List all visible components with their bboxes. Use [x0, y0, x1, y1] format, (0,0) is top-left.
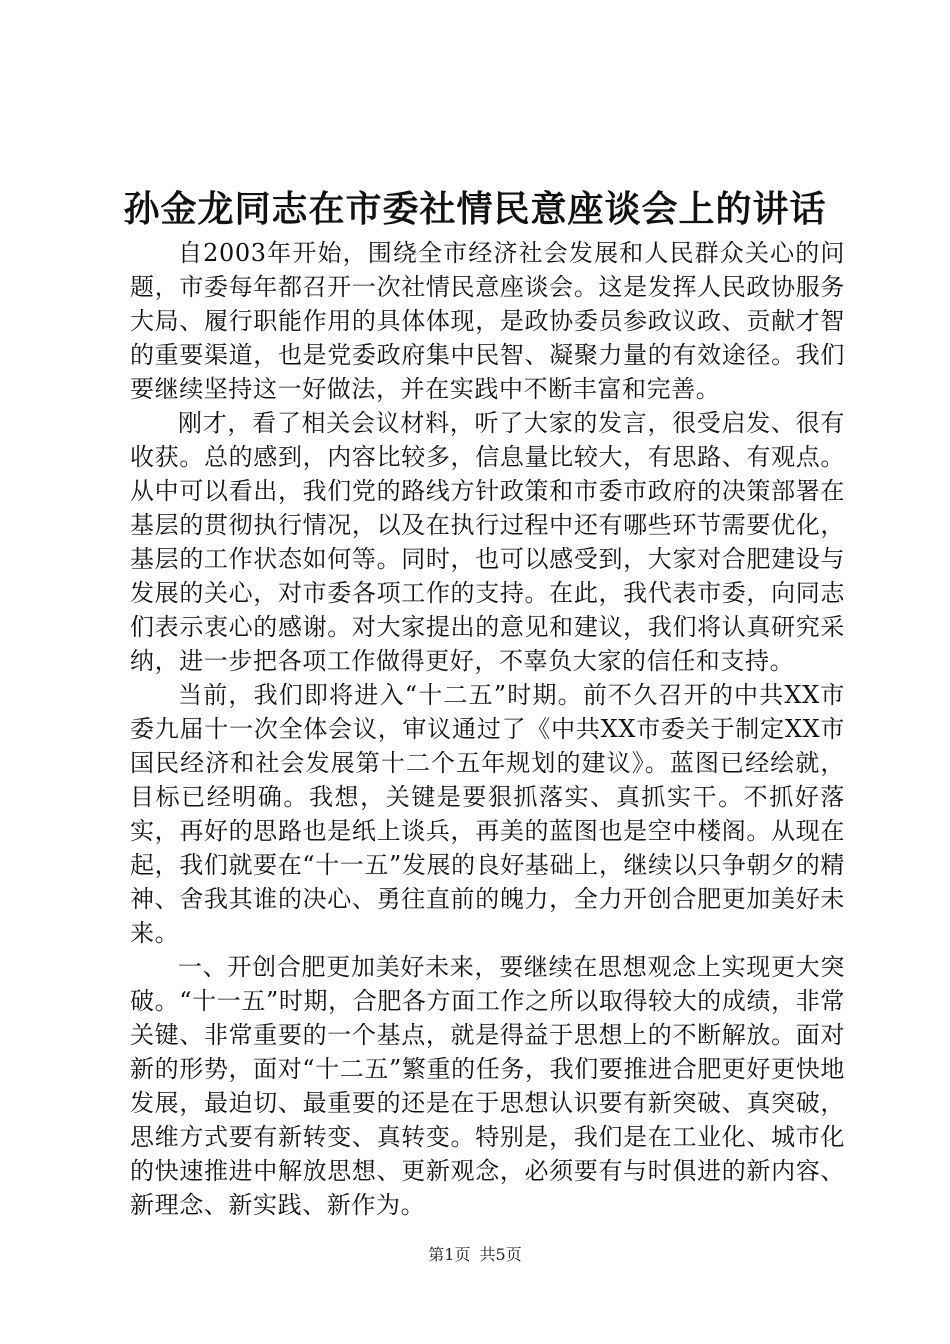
paragraph-4: 一、开创合肥更加美好未来，要继续在思想观念上实现更大突破。“十一五”时期，合肥各方面工作之所以取得较大的成绩，非常关键、非常重要的一个基点，就是得益于思想上的不断解放。面对新的形势，面对“十二五”繁重的任务，我们要推进合肥更好更快地发展，最迫切、最重要的还是在于思想认识要有新突破、真突破，思维方式要有新转变、真转变。特别是，我们是在工业化、城市化的快速推进中解放思想、更新观念，必须要有与时俱进的新内容、新理念、新实践、新作为。 — [130, 953, 845, 1219]
page-total: 共5页 — [479, 1245, 522, 1264]
paragraph-2: 刚才，看了相关会议材料，听了大家的发言，很受启发、很有收获。总的感到，内容比较多，信息量比较大，有思路、有观点。从中可以看出，我们党的路线方针政策和市委市政府的决策部署在基层的贯彻执行情况，以及在执行过程中还有哪些环节需要优化，基层的工作状态如何等。同时，也可以感受到，大家对合肥建设与发展的关心，对市委各项工作的支持。在此，我代表市委，向同志们表示衷心的感谢。对大家提出的意见和建议，我们将认真研究采纳，进一步把各项工作做得更好，不辜负大家的信任和支持。 — [130, 409, 845, 675]
document-title: 孙金龙同志在市委社情民意座谈会上的讲话 — [123, 188, 827, 230]
page-footer — [0, 1244, 950, 1266]
paragraph-1: 自2003年开始，围绕全市经济社会发展和人民群众关心的问题，市委每年都召开一次社情民意座谈会。这是发挥人民政协服务大局、履行职能作用的具体体现，是政协委员参政议政、贡献才智的重要渠道，也是党委政府集中民智、凝聚力量的有效途径。我们要继续坚持这一好做法，并在实践中不断丰富和完善。 — [130, 239, 845, 403]
paragraph-3: 当前，我们即将进入“十二五”时期。前不久召开的中共XX市委九届十一次全体会议，审议通过了《中共XX市委关于制定XX市国民经济和社会发展第十二个五年规划的建议》。蓝图已经绘就，目标已经明确。我想，关键是要狠抓落实、真抓实干。不抓好落实，再好的思路也是纸上谈兵，再美的蓝图也是空中楼阁。从现在起，我们就要在“十一五”发展的良好基础上，继续以只争朝夕的精神、舍我其谁的决心、勇往直前的魄力，全力开创合肥更加美好未来。 — [130, 681, 845, 947]
document-body — [130, 236, 845, 1222]
page-number: 第1页 — [428, 1245, 471, 1264]
